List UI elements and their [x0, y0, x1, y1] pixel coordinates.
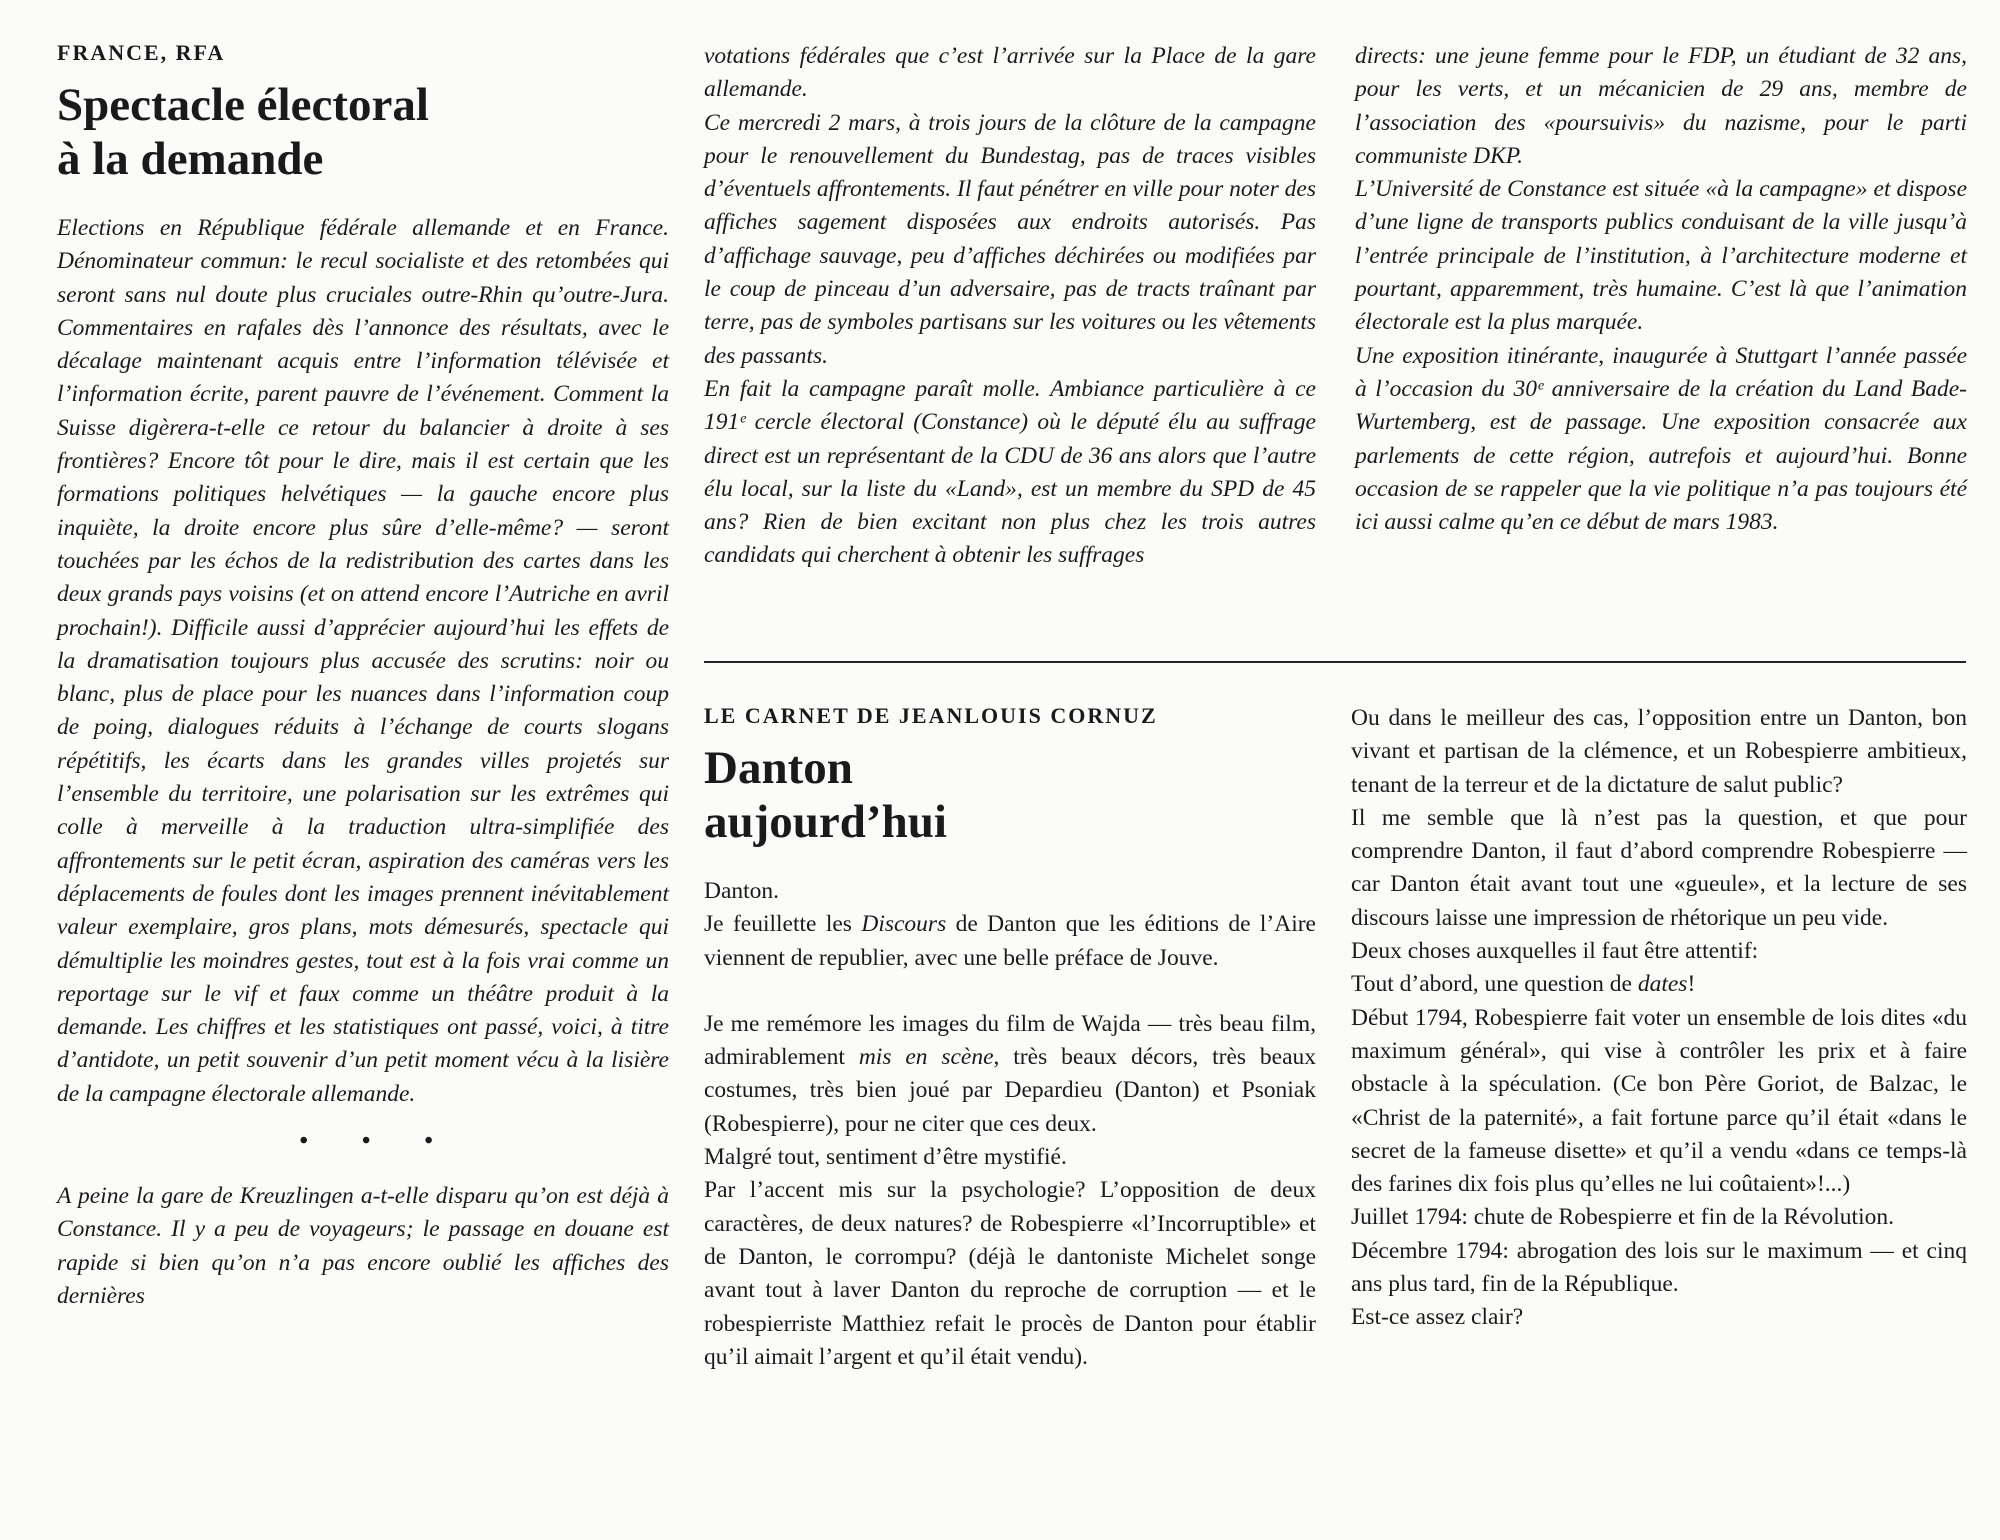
dates-word: dates	[1637, 971, 1688, 998]
article1-body-paragraph-7: Une exposition itinérante, inaugurée à Stuttgart l’année passée à l’occasion du 30ᵉ anniversaire de la création du Land Bade-Wurtemberg, est de passage. Une exposition consacrée aux parlements de cette région, autrefois et aujourd’hui. Bonne occasion de se rappeler que la vie politique n’a pas toujours été ici aussi calme qu’en ce début de mars 1983.	[1355, 342, 1967, 536]
article1-column-1	[57, 40, 669, 1313]
article2-column-2	[1351, 702, 1967, 1335]
article1-title	[57, 78, 669, 186]
article2-title-line-1: Danton	[704, 742, 853, 794]
article2-paragraph-8: Deux choses auxquelles il faut être attentif:	[1351, 938, 1759, 965]
article1-intro	[57, 212, 669, 1313]
article1-body-paragraph-3: Ce mercredi 2 mars, à trois jours de la clôture de la campagne pour le renouvellement du Bundestag, pas de traces visibles d’éventuels affrontements. Il faut pénétrer en ville pour noter des affiches sagement disposées aux endroits autorisés. Pas d’affichage sauvage, peu d’affiches déchirées ou modifiées par le coup de pinceau d’un adversaire, pas de tracts traînant par terre, pas de symboles partisans sur les voitures ou les vêtements des passants.	[704, 109, 1316, 369]
article2-paragraph-1: Danton.	[704, 878, 780, 904]
article1-body-paragraph-6: L’Université de Constance est située «à la campagne» et dispose d’une ligne de transports publics conduisant de la ville jusqu’à l’entrée principale de l’institution, à l’architecture moderne et pourtant, apparemment, très humaine. C’est là que l’animation électorale est la plus marquée.	[1355, 176, 1967, 336]
article2-column-1	[704, 703, 1316, 1374]
article2-paragraph-3-b: , très beaux décors, très beaux costumes, très bien joué par Depardieu (Danton) et Psoniak (Robespierre), pour ne citer que ces deux.	[704, 1044, 1316, 1137]
article2-paragraph-2-b: de Danton que les éditions de l’Aire viennent de republier, avec une belle préface de Jouve.	[704, 911, 1316, 971]
article2-paragraph-6: Ou dans le meilleur des cas, l’opposition entre un Danton, bon vivant et partisan de la clémence, et un Robespierre ambitieux, tenant de la terreur et de la dictature de salut public?	[1351, 705, 1967, 798]
article2-title	[704, 741, 1316, 849]
article2-paragraph-7: Il me semble que là n’est pas la question, et que pour comprendre Danton, il faut d’abord comprendre Robespierre — car Danton était avant tout une «gueule», et la lecture de ses discours laisse une impression de rhétorique un peu vide.	[1351, 804, 1967, 931]
article2-paragraph-9-b: !	[1687, 971, 1696, 998]
article2-paragraph-5: Par l’accent mis sur la psychologie? L’opposition de deux caractères, de deux natures? de Robespierre «l’Incorruptible» et de Danton, le corrompu? (déjà le dantoniste Michelet songe avant tout à laver Danton du reproche de corruption — et le robespierriste Matthiez refait le procès de Danton pour établir qu’il aimait l’argent et qu’il était vendu).	[704, 1177, 1316, 1370]
discours-title: Discours	[861, 911, 947, 938]
article2-title-line-2: aujourd’hui	[704, 796, 947, 848]
article1-intro-paragraph: Elections en République fédérale allemande et en France. Dénominateur commun: le recul socialiste et des retombées qui seront sans nul doute plus cruciales outre-Rhin qu’outre-Jura. Commentaires en rafales dès l’annonce des résultats, avec le décalage maintenant acquis entre l’information télévisée et l’information écrite, parent pauvre de l’événement. Comment la Suisse digèrera-t-elle ce retour du balancier à droite à ses frontières? Encore tôt pour le dire, mais il est certain que les formations politiques helvétiques — la gauche encore plus inquiète, la droite encore plus sûre d’elle-même? — seront touchées par les échos de la redistribution des cartes dans les deux grands pays voisins (et on attend encore l’Autriche en avril prochain!). Difficile aussi d’apprécier aujourd’hui les effets de la dramatisation toujours plus accusée des scrutins: noir ou blanc, plus de place pour les nuances dans l’information coup de poing, dialogues réduits à l’échange de courts slogans répétitifs, les écarts dans les grandes villes projetés sur l’ensemble du territoire, une polarisation sur les extrêmes qui colle à merveille à la traduction ultra-simplifiée des affrontements sur le petit écran, aspiration des caméras vers les déplacements de foules dont les images prennent inévitablement valeur exemplaire, gros plans, mots démesurés, spectacle qui démultiplie les moindres gestes, tout est à la fois vrai comme un reportage sur le vif et faux comme un théâtre produit à la demande. Les chiffres et les statistiques ont passé, voici, à titre d’antidote, un petit souvenir d’un petit moment vécu à la lisière de la campagne électorale allemande.	[57, 215, 669, 1107]
article1-column-3	[1355, 40, 1967, 539]
article2-body	[704, 875, 1316, 1374]
article1-kicker: FRANCE, RFA	[57, 40, 226, 65]
article2-kicker: LE CARNET DE JEANLOUIS CORNUZ	[704, 703, 1158, 728]
article2-paragraph-3	[704, 1008, 1316, 1141]
article2-paragraph-2	[704, 908, 1316, 975]
article2-paragraph-11: Juillet 1794: chute de Robespierre et fin de la Révolution.	[1351, 1204, 1894, 1231]
article2-paragraph-13: Est-ce assez clair?	[1351, 1304, 1524, 1331]
article2-paragraph-2-a: Je feuillette les	[704, 911, 862, 938]
section-divider	[704, 661, 1966, 663]
article1-title-line-1: Spectacle électoral	[57, 79, 429, 131]
article1-body-paragraph-2: votations fédérales que c’est l’arrivée sur la Place de la gare allemande.	[704, 43, 1316, 103]
mis-en-scene-phrase: mis en scène	[858, 1044, 994, 1071]
article2-paragraph-9-a: Tout d’abord, une question de	[1351, 971, 1638, 998]
section-separator: • • •	[299, 1128, 457, 1155]
article1-body-paragraph-5: directs: une jeune femme pour le FDP, un étudiant de 32 ans, pour les verts, et un mécanicien de 29 ans, membre de l’association des «poursuivis» du nazisme, pour le parti communiste DKP.	[1355, 43, 1967, 169]
article1-column-2	[704, 40, 1316, 573]
article1-title-line-2: à la demande	[57, 133, 324, 185]
article1-body-paragraph-1: A peine la gare de Kreuzlingen a-t-elle disparu qu’on est déjà à Constance. Il y a peu de voyageurs; le passage en douane est rapide si bien qu’on n’a pas encore oublié les affiches des dernières	[57, 1183, 669, 1309]
article2-paragraph-3-a: Je me remémore les images du film de Wajda — très beau film, admirablement	[704, 1010, 1316, 1071]
article2-paragraph-12: Décembre 1794: abrogation des lois sur le maximum — et cinq ans plus tard, fin de la République.	[1351, 1237, 1967, 1298]
article1-body-paragraph-4: En fait la campagne paraît molle. Ambiance particulière à ce 191ᵉ cercle électoral (Constance) où le député élu au suffrage direct est un représentant de la CDU de 36 ans alors que l’autre élu local, sur la liste du «Land», est un membre du SPD de 45 ans? Rien de bien excitant non plus chez les trois autres candidats qui cherchent à obtenir les suffrages	[704, 375, 1316, 569]
article2-paragraph-10: Début 1794, Robespierre fait voter un ensemble de lois dites «du maximum général», qui vise à contrôler les prix et à faire obstacle à la spéculation. (Ce bon Père Goriot, de Balzac, le «Christ de la paternité», a fait fortune parce qu’il était «dans le secret de la fameuse disette» et qu’il a vendu «dans ce temps-là des farines dix fois plus qu’elles ne lui coûtaient»!...)	[1351, 1004, 1967, 1198]
article2-paragraph-4: Malgré tout, sentiment d’être mystifié.	[704, 1144, 1067, 1171]
article2-paragraph-9	[1351, 968, 1967, 1001]
